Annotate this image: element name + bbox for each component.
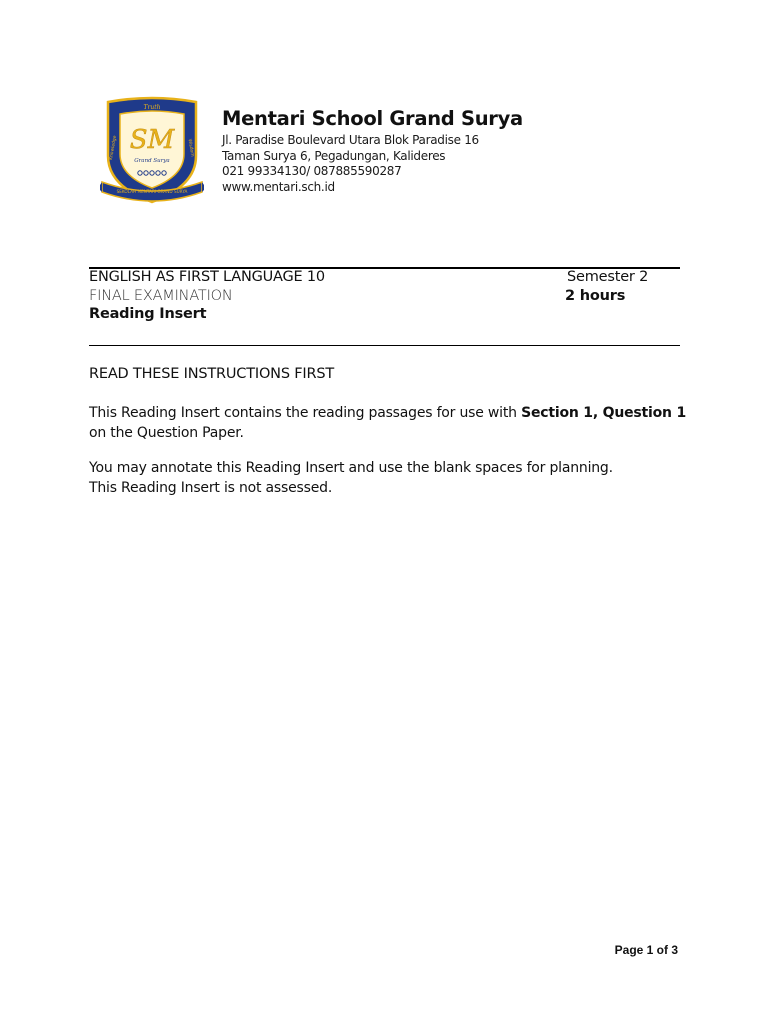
instructions-paragraph-2	[89, 458, 689, 498]
svg-text:Wisdom: Wisdom	[186, 138, 195, 158]
exam-duration: 2 hours	[565, 288, 626, 304]
p1-text-after: on the Question Paper.	[89, 425, 244, 441]
school-crest-icon	[100, 96, 204, 208]
svg-text:Truth: Truth	[143, 104, 161, 111]
address-line-1: Jl. Paradise Boulevard Utara Blok Paradise 16	[222, 133, 479, 147]
document-title: Reading Insert	[89, 306, 207, 322]
exam-subject: ENGLISH AS FIRST LANGUAGE 10	[89, 269, 325, 285]
p2-line-2: This Reading Insert is not assessed.	[89, 480, 333, 496]
instructions-paragraph-1	[89, 403, 689, 443]
svg-text:Grand Surya: Grand Surya	[134, 158, 170, 164]
svg-text:SM: SM	[129, 125, 175, 155]
school-website: www.mentari.sch.id	[222, 180, 335, 194]
school-name: Mentari School Grand Surya	[222, 107, 523, 130]
svg-text:Knowledge: Knowledge	[108, 135, 119, 161]
bottom-divider	[89, 345, 680, 346]
address-line-2: Taman Surya 6, Pegadungan, Kalideres	[222, 149, 446, 163]
phone-number: 021 99334130/ 087885590287	[222, 164, 402, 178]
svg-text:SEKOLAH MENTARI GRAND SURYA: SEKOLAH MENTARI GRAND SURYA	[116, 189, 188, 194]
p1-text-before: This Reading Insert contains the reading passages for use with	[89, 405, 522, 421]
p2-line-1: You may annotate this Reading Insert and use the blank spaces for planning.	[89, 460, 613, 476]
exam-semester: Semester 2	[567, 269, 649, 285]
instructions-heading: READ THESE INSTRUCTIONS FIRST	[89, 366, 334, 382]
exam-type: FINAL EXAMINATION	[89, 288, 233, 304]
p1-bold-reference: Section 1, Question 1	[521, 405, 687, 421]
page-number: Page 1 of 3	[614, 943, 678, 957]
